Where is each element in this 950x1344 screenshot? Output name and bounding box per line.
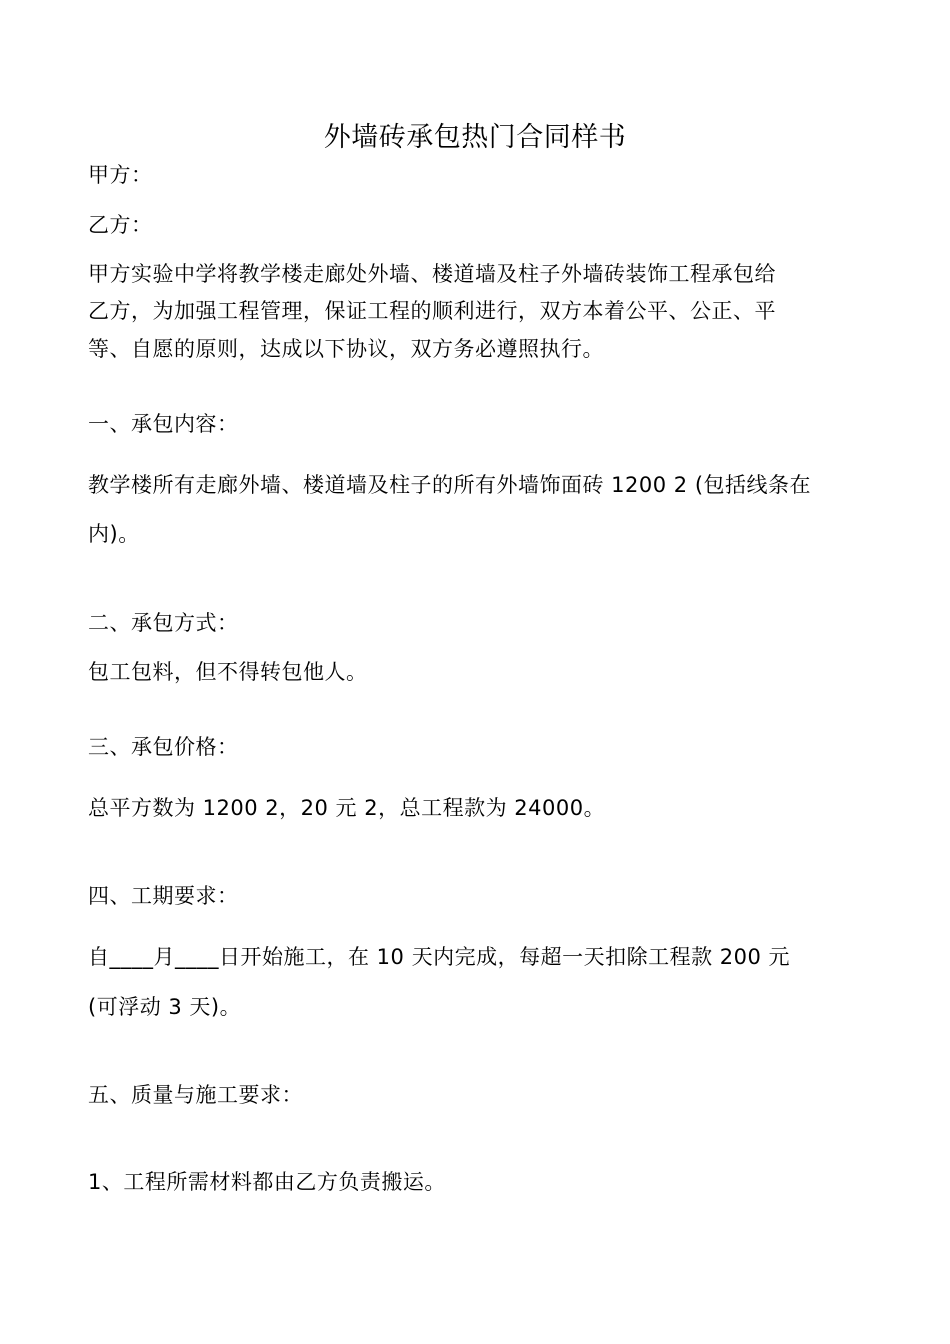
section-3-heading: 三、承包价格：	[88, 735, 239, 759]
section-5-heading: 五、质量与施工要求：	[88, 1083, 303, 1107]
party-b-label: 乙方：	[88, 213, 153, 237]
section-5-item-1: 1、工程所需材料都由乙方负责搬运。	[88, 1170, 446, 1194]
party-a-label: 甲方：	[88, 163, 153, 187]
section-1-heading: 一、承包内容：	[88, 412, 239, 436]
document-title: 外墙砖承包热门合同样书	[323, 122, 627, 153]
intro-line-2: 乙方，为加强工程管理，保证工程的顺利进行，双方本着公平、公正、平	[88, 299, 776, 323]
section-3-line-1: 总平方数为 1200 2，20 元 2，总工程款为 24000。	[88, 796, 606, 820]
intro-line-1: 甲方实验中学将教学楼走廊处外墙、楼道墙及柱子外墙砖装饰工程承包给	[88, 262, 776, 286]
section-4-heading: 四、工期要求：	[88, 884, 239, 908]
intro-line-3: 等、自愿的原则，达成以下协议，双方务必遵照执行。	[88, 337, 604, 361]
section-4-line-2: (可浮动 3 天)。	[88, 995, 242, 1019]
section-1-line-2: 内)。	[88, 522, 140, 546]
section-2-line-1: 包工包料，但不得转包他人。	[88, 660, 368, 684]
section-2-heading: 二、承包方式：	[88, 611, 239, 635]
section-1-line-1: 教学楼所有走廊外墙、楼道墙及柱子的所有外墙饰面砖 1200 2 (包括线条在	[88, 473, 812, 497]
section-4-line-1: 自____月____日开始施工，在 10 天内完成，每超一天扣除工程款 200 元	[88, 945, 791, 969]
